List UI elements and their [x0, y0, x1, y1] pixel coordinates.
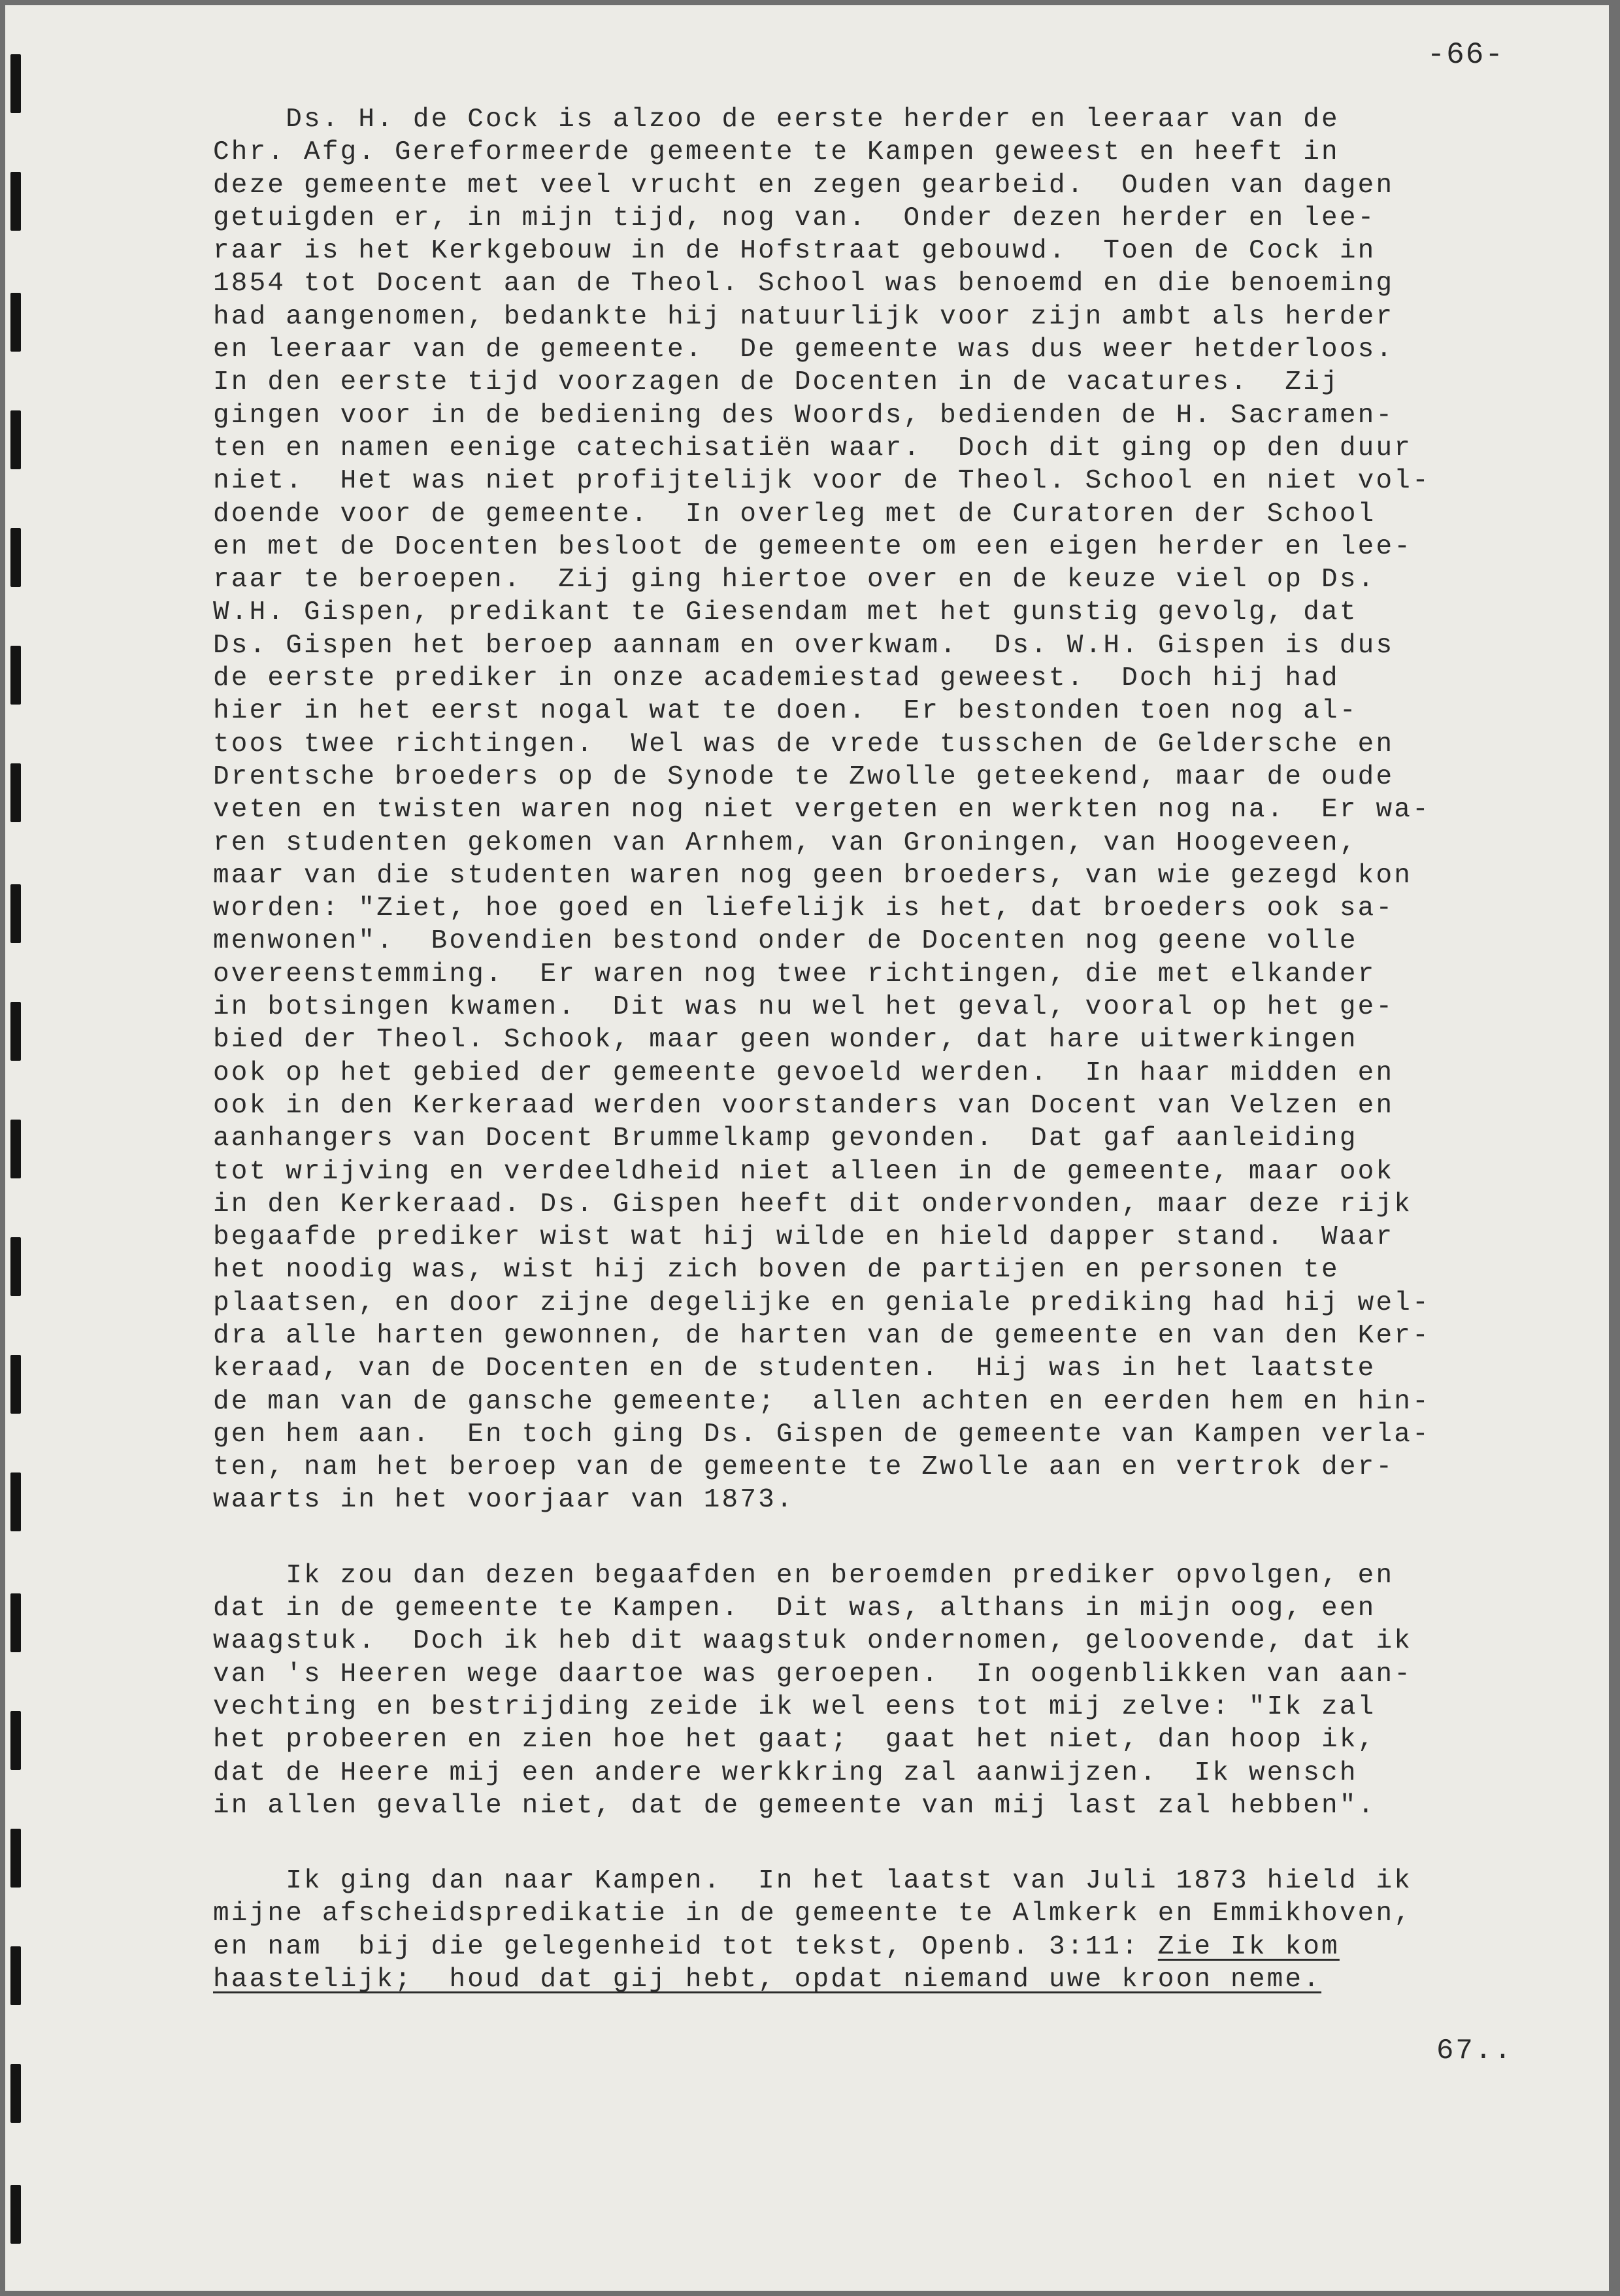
text-line: waagstuk. Doch ik heb dit waagstuk ondernomen, geloovende, dat ik — [213, 1626, 1413, 1657]
text-line — [213, 1963, 1572, 1996]
text-line: 1854 tot Docent aan de Theol. School was benoemd en die benoeming — [213, 269, 1395, 299]
text-line: ook in den Kerkeraad werden voorstanders van Docent van Velzen en — [213, 1090, 1395, 1121]
text-line: Ik ging dan naar Kampen. In het laatst van Juli 1873 hield ik — [213, 1866, 1413, 1897]
text-line: gingen voor in de bediening des Woords, bedienden de H. Sacramen- — [213, 400, 1395, 431]
text-line: en leeraar van de gemeente. De gemeente was dus weer hetderloos. — [213, 335, 1395, 365]
text-line: dat in de gemeente te Kampen. Dit was, althans in mijn oog, een — [213, 1593, 1376, 1624]
text-line: het probeeren en zien hoe het gaat; gaat het niet, dan hoop ik, — [213, 1725, 1376, 1755]
text-line: ten, nam het beroep van de gemeente te Zwolle aan en vertrok der- — [213, 1452, 1395, 1483]
text-line: in allen gevalle niet, dat de gemeente van mij last zal hebben". — [213, 1790, 1376, 1821]
text-line: getuigden er, in mijn tijd, nog van. Onder dezen herder en lee- — [213, 203, 1376, 233]
text-line: ook op het gebied der gemeente gevoeld werden. In haar midden en — [213, 1057, 1395, 1088]
text-line: plaatsen, en door zijne degelijke en geniale prediking had hij wel- — [213, 1288, 1430, 1318]
text-line: had aangenomen, bedankte hij natuurlijk voor zijn ambt als herder — [213, 301, 1395, 332]
text-line: in den Kerkeraad. Ds. Gispen heeft dit ondervonden, maar deze rijk — [213, 1189, 1413, 1220]
text-line: raar te beroepen. Zij ging hiertoe over en de keuze viel op Ds. — [213, 565, 1376, 595]
binder-hole — [10, 1237, 21, 1296]
text-line: deze gemeente met veel vrucht en zegen gearbeid. Ouden van dagen — [213, 170, 1395, 201]
text-line: in botsingen kwamen. Dit was nu wel het geval, vooral op het ge- — [213, 992, 1395, 1023]
text-line: doende voor de gemeente. In overleg met de Curatoren der School — [213, 499, 1376, 529]
text-line: worden: "Ziet, hoe goed en liefelijk is het, dat broeders ook sa- — [213, 893, 1395, 924]
text-line: het noodig was, wist hij zich boven de partijen en personen te — [213, 1255, 1340, 1286]
binder-hole — [10, 646, 21, 705]
binder-holes — [5, 5, 51, 2291]
text-line: maar van die studenten waren nog geen broeders, van wie gezegd kon — [213, 860, 1413, 891]
text-line: Chr. Afg. Gereformeerde gemeente te Kampen geweest en heeft in — [213, 137, 1340, 168]
text-line: niet. Het was niet profijtelijk voor de Theol. School en niet vol- — [213, 466, 1430, 497]
text-line: In den eerste tijd voorzagen de Docenten in de vacatures. Zij — [213, 367, 1340, 398]
binder-hole — [10, 410, 21, 469]
text-line — [213, 1931, 1572, 1963]
text-line: Ds. Gispen het beroep aannam en overkwam. Ds. W.H. Gispen is dus — [213, 630, 1395, 661]
text-line: menwonen". Bovendien bestond onder de Docenten nog geene volle — [213, 926, 1358, 957]
text-line: hier in het eerst nogal wat te doen. Er bestonden toen nog al- — [213, 696, 1358, 727]
paragraph — [213, 1559, 1572, 1822]
text-line: keraad, van de Docenten en de studenten. Hij was in het laatste — [213, 1354, 1376, 1384]
binder-hole — [10, 1593, 21, 1652]
binder-hole — [10, 1946, 21, 2005]
binder-hole — [10, 1472, 21, 1531]
text-line: toos twee richtingen. Wel was de vrede tusschen de Geldersche en — [213, 729, 1395, 759]
text-line: ren studenten gekomen van Arnhem, van Groningen, van Hoogeveen, — [213, 827, 1358, 858]
binder-hole — [10, 763, 21, 822]
text-line: veten en twisten waren nog niet vergeten en werkten nog na. Er wa- — [213, 795, 1430, 825]
text-line: tot wrijving en verdeeldheid niet alleen in de gemeente, maar ook — [213, 1156, 1395, 1187]
paragraph — [213, 103, 1572, 1517]
text-line: Ik zou dan dezen begaafden en beroemden prediker opvolgen, en — [213, 1560, 1395, 1591]
text-line: dat de Heere mij een andere werkkring zal aanwijzen. Ik wensch — [213, 1757, 1358, 1788]
text-line: gen hem aan. En toch ging Ds. Gispen de gemeente van Kampen verla- — [213, 1419, 1430, 1450]
text-line: dra alle harten gewonnen, de harten van de gemeente en van den Ker- — [213, 1320, 1430, 1351]
text-line: raar is het Kerkgebouw in de Hofstraat gebouwd. Toen de Cock in — [213, 236, 1376, 267]
body-text — [213, 103, 1572, 1996]
underlined-quote: Zie Ik kom — [1157, 1931, 1340, 1962]
binder-hole — [10, 293, 21, 352]
document-page — [5, 5, 1609, 2291]
binder-hole — [10, 1829, 21, 1888]
text-line: vechting en bestrijding zeide ik wel eens tot mij zelve: "Ik zal — [213, 1691, 1376, 1722]
text-line: ten en namen eenige catechisatiën waar. Doch dit ging op den duur — [213, 433, 1413, 463]
binder-hole — [10, 884, 21, 943]
paragraph — [213, 1865, 1572, 1996]
continuation-marker: 67.. — [1436, 2035, 1513, 2067]
text-line: overeenstemming. Er waren nog twee richtingen, die met elkander — [213, 959, 1376, 990]
text-line: bied der Theol. Schook, maar geen wonder, dat hare uitwerkingen — [213, 1025, 1358, 1056]
binder-hole — [10, 2064, 21, 2123]
text-line: begaafde prediker wist wat hij wilde en hield dapper stand. Waar — [213, 1222, 1395, 1253]
text-line-lead: en nam bij die gelegenheid tot tekst, Openb. 3:11: — [213, 1931, 1158, 1962]
text-line: mijne afscheidspredikatie in de gemeente te Almkerk en Emmikhoven, — [213, 1899, 1413, 1929]
text-line: waarts in het voorjaar van 1873. — [213, 1485, 795, 1516]
binder-hole — [10, 1711, 21, 1770]
binder-hole — [10, 2185, 21, 2244]
binder-hole — [10, 1002, 21, 1061]
text-line: van 's Heeren wege daartoe was geroepen. In oogenblikken van aan- — [213, 1659, 1413, 1689]
text-line: W.H. Gispen, predikant te Giesendam met het gunstig gevolg, dat — [213, 597, 1358, 628]
text-line: Drentsche broeders op de Synode te Zwolle geteekend, maar de oude — [213, 761, 1395, 792]
binder-hole — [10, 172, 21, 231]
binder-hole — [10, 54, 21, 113]
binder-hole — [10, 1355, 21, 1414]
text-line: Ds. H. de Cock is alzoo de eerste herder en leeraar van de — [213, 105, 1340, 135]
binder-hole — [10, 528, 21, 587]
underlined-quote: haastelijk; houd dat gij hebt, opdat niemand uwe kroon neme. — [213, 1965, 1322, 1995]
text-line: de eerste prediker in onze academiestad geweest. Doch hij had — [213, 663, 1340, 694]
page-number: -66- — [1427, 38, 1504, 72]
text-line: de man van de gansche gemeente; allen achten en eerden hem en hin- — [213, 1386, 1430, 1417]
text-line: aanhangers van Docent Brummelkamp gevonden. Dat gaf aanleiding — [213, 1123, 1358, 1154]
text-line: en met de Docenten besloot de gemeente om een eigen herder en lee- — [213, 531, 1413, 562]
binder-hole — [10, 1120, 21, 1178]
